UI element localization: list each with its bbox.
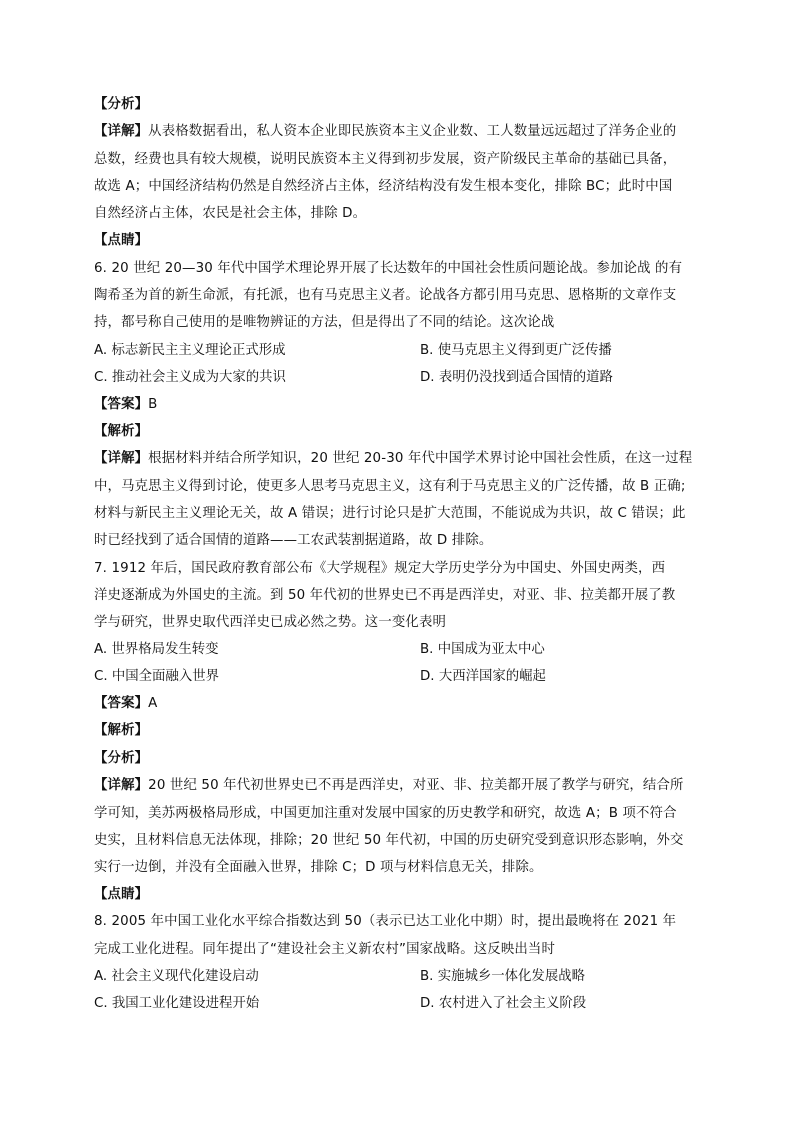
option-d: D. 农村进入了社会主义阶段	[420, 996, 587, 1011]
detail-paragraph-line	[94, 450, 700, 467]
option-a: A. 标志新民主主义理论正式形成	[94, 343, 286, 358]
explanation-label: 【解析】	[94, 723, 149, 738]
answer-line	[94, 396, 700, 413]
detail-label: 【详解】	[94, 778, 149, 793]
detail-text: 自然经济占主体，农民是社会主体，排除 D。	[94, 206, 367, 221]
detail-text: 实行一边倒，并没有全面融入世界，排除 C；D 项与材料信息无关，排除。	[94, 860, 543, 875]
option-c: C. 推动社会主义成为大家的共识	[94, 370, 286, 385]
question-stem: 陶希圣为首的新生命派，有托派，也有马克思主义者。论战各方都引用马克思、恩格斯的文章作支	[94, 288, 677, 303]
detail-text: 故选 A；中国经济结构仍然是自然经济占主体，经济结构没有发生根本变化，排除 BC；此时中国	[94, 179, 673, 194]
option-b: B. 使马克思主义得到更广泛传播	[420, 343, 612, 358]
detail-text: 中，马克思主义得到讨论，使更多人思考马克思主义，这有利于马克思主义的广泛传播，故 B 正确;	[94, 479, 686, 494]
detail-text: 20 世纪 50 年代初世界史已不再是西洋史，对亚、非、拉美都开展了教学与研究，结合所	[148, 778, 684, 793]
detail-text: 学可知，美苏两极格局形成，中国更加注重对发展中国家的历史教学和研究，故选 A；B 项不符合	[94, 806, 677, 821]
detail-text: 史实，且材料信息无法体现，排除；20 世纪 50 年代初，中国的历史研究受到意识形态影响，外交	[94, 833, 684, 848]
option-c: C. 中国全面融入世界	[94, 669, 219, 684]
detail-text: 从表格数据看出，私人资本企业即民族资本主义企业数、工人数量远远超过了洋务企业的	[148, 124, 677, 139]
option-a: A. 社会主义现代化建设启动	[94, 969, 259, 984]
question-stem: 8. 2005 年中国工业化水平综合指数达到 50（表示已达工业化中期）时，提出最晚将在 2021 年	[94, 914, 677, 929]
detail-text: 根据材料并结合所学知识，20 世纪 20-30 年代中国学术界讨论中国社会性质，在这一过程	[148, 451, 693, 466]
option-b: B. 实施城乡一体化发展战略	[420, 969, 585, 984]
detail-text: 材料与新民主主义理论无关，故 A 错误；进行讨论只是扩大范围，不能说成为共识，故 C 错误；此	[94, 506, 686, 521]
question-stem: 持，都号称自己使用的是唯物辨证的方法，但是得出了不同的结论。这次论战	[94, 315, 555, 330]
question-stem: 7. 1912 年后，国民政府教育部公布《大学规程》规定大学历史学分为中国史、外国史两类，西	[94, 561, 666, 576]
analysis-label: 【分析】	[94, 751, 149, 766]
explanation-label: 【解析】	[94, 424, 149, 439]
detail-label: 【详解】	[94, 451, 149, 466]
option-d: D. 表明仍没找到适合国情的道路	[420, 370, 613, 385]
question-stem: 完成工业化进程。同年提出了“建设社会主义新农村”国家战略。这反映出当时	[94, 942, 556, 957]
option-b: B. 中国成为亚太中心	[420, 642, 545, 657]
answer-line	[94, 695, 700, 712]
comment-label: 【点睛】	[94, 887, 149, 902]
answer-label: 【答案】	[94, 397, 149, 412]
option-a: A. 世界格局发生转变	[94, 642, 219, 657]
detail-label: 【详解】	[94, 124, 149, 139]
detail-paragraph-line	[94, 777, 700, 794]
option-c: C. 我国工业化建设进程开始	[94, 996, 260, 1011]
question-stem: 学与研究，世界史取代西洋史已成必然之势。这一变化表明	[94, 615, 447, 630]
answer-value: A	[148, 696, 158, 711]
detail-text: 总数，经费也具有较大规模，说明民族资本主义得到初步发展，资产阶级民主革命的基础已具备，	[94, 152, 677, 167]
answer-value: B	[148, 397, 158, 412]
detail-text: 时已经找到了适合国情的道路——工农武装割据道路，故 D 排除。	[94, 533, 493, 548]
comment-label: 【点睛】	[94, 233, 149, 248]
question-stem: 6. 20 世纪 20—30 年代中国学术理论界开展了长达数年的中国社会性质问题论战。参加论战 的有	[94, 261, 683, 276]
detail-paragraph-line	[94, 123, 700, 140]
analysis-label: 【分析】	[94, 97, 149, 112]
question-stem: 洋史逐渐成为外国史的主流。到 50 年代初的世界史已不再是西洋史，对亚、非、拉美都开展了教	[94, 588, 676, 603]
answer-label: 【答案】	[94, 696, 149, 711]
option-d: D. 大西洋国家的崛起	[420, 669, 546, 684]
